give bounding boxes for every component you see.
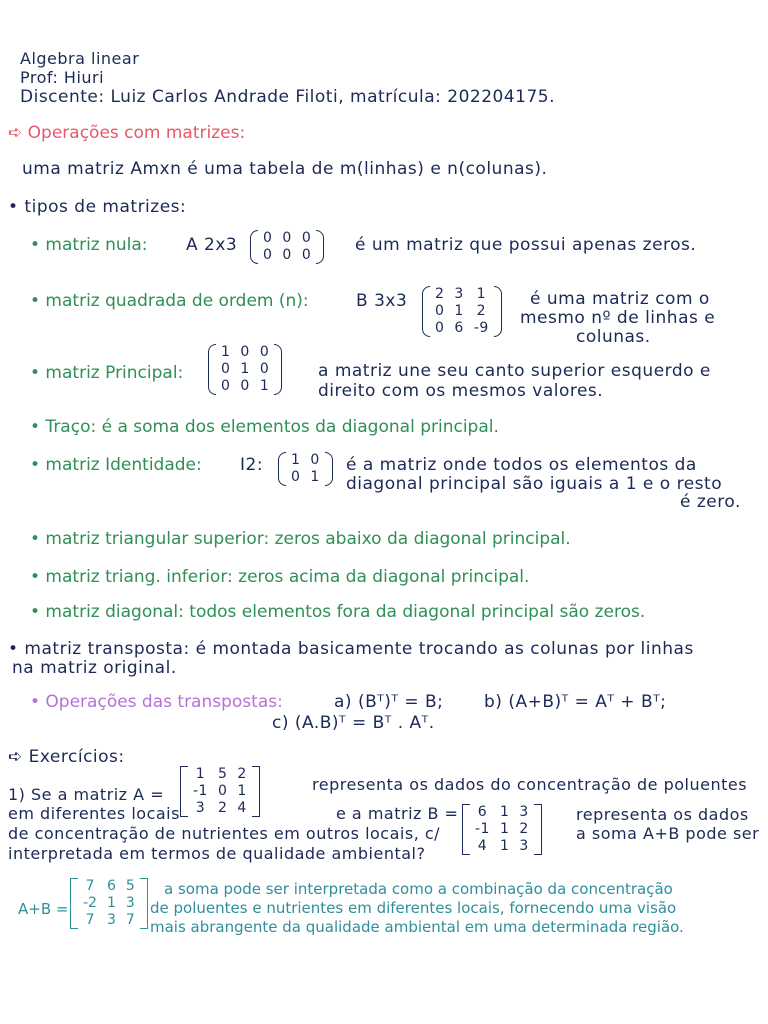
matrix-cell: 1 xyxy=(499,821,510,837)
op-transp-c: c) (A.B)ᵀ = Bᵀ . Aᵀ. xyxy=(272,713,435,733)
nula-name: A 2x3 xyxy=(186,235,238,255)
quadrada-label: • matriz quadrada de ordem (n): xyxy=(30,291,309,311)
q1-text-4: representa os dados xyxy=(576,805,749,824)
arrow-icon: ➪ xyxy=(8,747,23,767)
matrix-definition: uma matriz Amxn é uma tabela de m(linhas) e n(colunas). xyxy=(22,159,548,179)
matrix-cell: 3 xyxy=(519,804,529,820)
subject-title: Algebra linear xyxy=(20,49,140,68)
section-title: Operações com matrizes: xyxy=(27,123,246,143)
matrix-cell: 0 xyxy=(259,344,270,360)
matrix-cell: 3 xyxy=(519,838,529,854)
quadrada-desc-1: é uma matriz com o xyxy=(530,289,710,309)
identidade-desc-2: diagonal principal são iguais a 1 e o resto xyxy=(346,474,723,494)
matrix-cell: 1 xyxy=(240,361,250,377)
exercicios-heading xyxy=(8,748,125,766)
matrix-cell: 3 xyxy=(106,912,116,928)
matrix-cell: 1 xyxy=(499,804,510,820)
matrix-cell: 0 xyxy=(240,378,250,394)
matrix-cell: 1 xyxy=(221,344,231,360)
diagonal-line: • matriz diagonal: todos elementos fora da diagonal principal são zeros. xyxy=(30,602,646,622)
matrix-cell: 0 xyxy=(259,361,270,377)
matrix-cell: 1 xyxy=(291,452,301,468)
matrix-cell: 1 xyxy=(195,766,206,782)
traco-line: • Traço: é a soma dos elementos da diagonal principal. xyxy=(30,417,499,437)
matrix-cell: 0 xyxy=(291,469,301,485)
identidade-desc-3: é zero. xyxy=(680,492,741,512)
resp-line-3: mais abrangente da qualidade ambiental em uma determinada região. xyxy=(150,918,684,936)
matrix-cell: 4 xyxy=(237,800,247,816)
principal-desc-2: direito com os mesmos valores. xyxy=(318,381,604,401)
matrix-cell: -2 xyxy=(83,895,97,911)
matrix-cell: -9 xyxy=(473,320,489,336)
identidade-matrix xyxy=(278,452,333,486)
identidade-desc-1: é a matriz onde todos os elementos da xyxy=(346,455,697,475)
matrix-cell: 1 xyxy=(259,378,270,394)
op-transp-a: a) (Bᵀ)ᵀ = B; xyxy=(334,692,444,712)
matrix-cell: 1 xyxy=(310,469,320,485)
matrix-cell: 0 xyxy=(301,247,312,263)
matrix-cell: 7 xyxy=(125,912,135,928)
matrix-cell: 0 xyxy=(282,247,292,263)
principal-matrix xyxy=(208,344,282,395)
matrix-cell: 3 xyxy=(195,800,206,816)
matrix-cell: 1 xyxy=(499,838,510,854)
matrix-sum xyxy=(70,878,148,929)
matrix-cell: 2 xyxy=(237,766,247,782)
matrix-cell: -1 xyxy=(193,783,208,799)
matrix-cell: 0 xyxy=(435,303,445,319)
matrix-a xyxy=(180,766,260,817)
matrix-cell: 5 xyxy=(125,878,135,894)
matrix-cell: 1 xyxy=(476,286,487,302)
nula-desc: é um matriz que possui apenas zeros. xyxy=(355,235,697,255)
exercicios-title: Exercícios: xyxy=(28,747,125,767)
matrix-cell: 2 xyxy=(519,821,529,837)
tri-inf-line: • matriz triang. inferior: zeros acima da diagonal principal. xyxy=(30,567,530,587)
matrix-cell: 0 xyxy=(217,783,228,799)
q1-text-5: de concentração de nutrientes em outros locais, c/ xyxy=(8,824,441,843)
matrix-cell: 2 xyxy=(435,286,445,302)
matrix-cell: 7 xyxy=(85,878,95,894)
q1-text-2: em diferentes locais xyxy=(8,804,180,823)
student-line: Discente: Luiz Carlos Andrade Filoti, matrícula: 202204175. xyxy=(20,87,556,107)
resp-line-1: a soma pode ser interpretada como a combinação da concentração xyxy=(164,880,673,898)
transposta-line-2: na matriz original. xyxy=(12,658,177,678)
quadrada-name: B 3x3 xyxy=(356,291,408,311)
matrix-cell: 4 xyxy=(477,838,488,854)
op-transp-label: • Operações das transpostas: xyxy=(30,692,283,712)
principal-label: • matriz Principal: xyxy=(30,363,184,383)
q1-text-6: a soma A+B pode ser xyxy=(576,824,760,843)
nula-matrix xyxy=(250,230,324,264)
section-operacoes xyxy=(8,124,245,142)
transposta-line-1: • matriz transposta: é montada basicamente trocando as colunas por linhas xyxy=(8,639,694,659)
quadrada-desc-3: colunas. xyxy=(576,327,651,347)
quadrada-desc-2: mesmo nº de linhas e xyxy=(520,308,716,328)
q1-text-1: representa os dados do concentração de poluentes xyxy=(312,775,748,794)
identidade-name: I2: xyxy=(240,455,264,475)
matrix-cell: 0 xyxy=(435,320,445,336)
matrix-cell: 0 xyxy=(240,344,250,360)
matrix-cell: 3 xyxy=(125,895,135,911)
matrix-cell: 5 xyxy=(217,766,228,782)
matrix-cell: -1 xyxy=(475,821,490,837)
quadrada-matrix xyxy=(422,286,502,337)
q1-text-7: interpretada em termos de qualidade ambiental? xyxy=(8,844,426,863)
op-transp-b: b) (A+B)ᵀ = Aᵀ + Bᵀ; xyxy=(484,692,667,712)
matrix-cell: 0 xyxy=(301,230,312,246)
matrix-cell: 1 xyxy=(454,303,464,319)
matrix-cell: 0 xyxy=(310,452,320,468)
nula-label: • matriz nula: xyxy=(30,235,148,255)
matrix-cell: 0 xyxy=(221,361,231,377)
matrix-cell: 0 xyxy=(263,230,273,246)
tri-sup-line: • matriz triangular superior: zeros abaixo da diagonal principal. xyxy=(30,529,571,549)
resp-name: A+B = xyxy=(18,900,69,918)
tipos-heading: • tipos de matrizes: xyxy=(8,197,187,217)
matrix-cell: 2 xyxy=(476,303,487,319)
matrix-cell: 2 xyxy=(217,800,228,816)
matrix-cell: 1 xyxy=(106,895,116,911)
matrix-cell: 6 xyxy=(454,320,464,336)
resp-line-2: de poluentes e nutrientes em diferentes locais, fornecendo uma visão xyxy=(150,899,677,917)
matrix-cell: 7 xyxy=(85,912,95,928)
matrix-cell: 6 xyxy=(106,878,116,894)
matrix-cell: 1 xyxy=(237,783,247,799)
matrix-cell: 0 xyxy=(221,378,231,394)
q1-prefix: 1) Se a matriz A = xyxy=(8,785,165,804)
matrix-cell: 0 xyxy=(263,247,273,263)
professor-line: Prof: Hiuri xyxy=(20,68,105,87)
matrix-cell: 3 xyxy=(454,286,464,302)
matrix-cell: 0 xyxy=(282,230,292,246)
q1-text-3: e a matriz B = xyxy=(336,804,459,823)
identidade-label: • matriz Identidade: xyxy=(30,455,202,475)
matrix-cell: 6 xyxy=(477,804,488,820)
arrow-icon: ➪ xyxy=(8,123,23,143)
matrix-b xyxy=(462,804,542,855)
principal-desc-1: a matriz une seu canto superior esquerdo e xyxy=(318,361,711,381)
